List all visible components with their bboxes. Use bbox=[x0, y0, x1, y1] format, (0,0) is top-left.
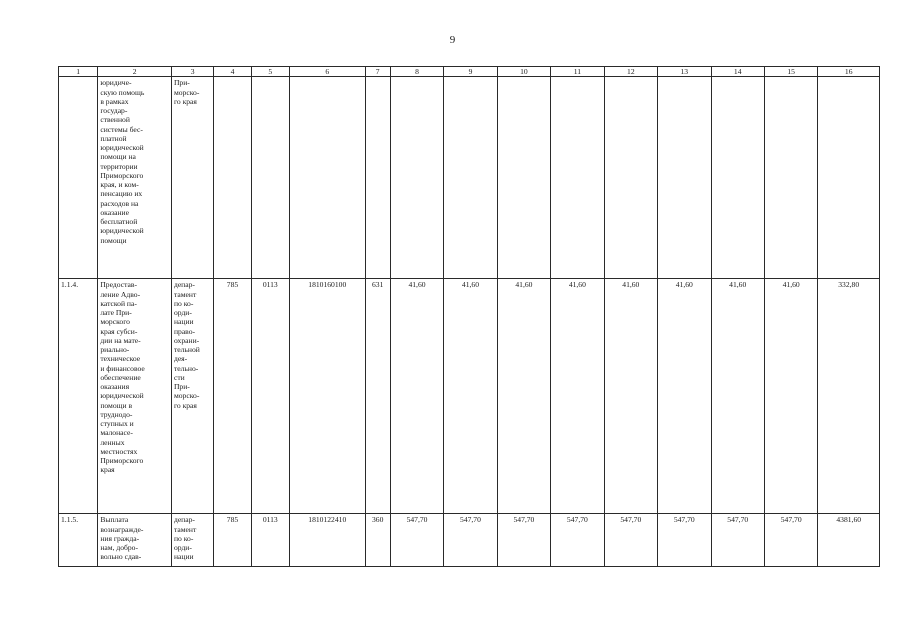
column-header: 6 bbox=[289, 67, 365, 77]
column-header: 13 bbox=[658, 67, 711, 77]
table-cell: 547,70 bbox=[497, 514, 550, 567]
table-cell: 41,60 bbox=[658, 279, 711, 514]
column-number-row bbox=[59, 67, 880, 77]
item-executor: При- морско- го края bbox=[171, 77, 213, 279]
table-cell bbox=[764, 77, 817, 279]
table-cell: 547,70 bbox=[444, 514, 497, 567]
table-cell: 785 bbox=[214, 514, 251, 567]
table-cell: 41,60 bbox=[764, 279, 817, 514]
table-row bbox=[59, 77, 880, 279]
item-executor: депар- тамент по ко- орди- нации право- охрани- тельной дея- тельно- сти При- морско- го края bbox=[171, 279, 213, 514]
column-header: 16 bbox=[818, 67, 880, 77]
item-name: юридиче- скую помощь в рамках государ- ственной системы бес- платной юридической помощи на территории Приморского края, и ком- пенсацию их расходов на оказание бесплатной юридической помощи bbox=[98, 77, 172, 279]
column-header: 11 bbox=[551, 67, 604, 77]
table-cell: 1810160100 bbox=[289, 279, 365, 514]
table-cell: 41,60 bbox=[604, 279, 657, 514]
page-number: 9 bbox=[449, 34, 456, 46]
table-cell bbox=[251, 77, 289, 279]
column-header: 15 bbox=[764, 67, 817, 77]
table-cell bbox=[818, 77, 880, 279]
item-code: 1.1.4. bbox=[59, 279, 98, 514]
table-cell bbox=[390, 77, 443, 279]
column-header: 7 bbox=[365, 67, 390, 77]
item-name: Предостав- ление Адво- катской па- лате При- морского края субси- дии на мате- риально- техническое и финансовое обеспечение оказания юридической помощи в труднодо- ступных и малонасе- ленных местностях Приморского края bbox=[98, 279, 172, 514]
table-cell bbox=[497, 77, 550, 279]
column-header: 9 bbox=[444, 67, 497, 77]
table-cell: 41,60 bbox=[444, 279, 497, 514]
table-cell: 360 bbox=[365, 514, 390, 567]
item-name: Выплата вознагражде- ния гражда- нам, добро- вольно сдав- bbox=[98, 514, 172, 567]
table-cell bbox=[551, 77, 604, 279]
column-header: 2 bbox=[98, 67, 172, 77]
column-header: 8 bbox=[390, 67, 443, 77]
table-cell: 547,70 bbox=[604, 514, 657, 567]
table-cell: 785 bbox=[214, 279, 251, 514]
table-cell: 547,70 bbox=[390, 514, 443, 567]
table-cell: 41,60 bbox=[711, 279, 764, 514]
table-cell: 547,70 bbox=[711, 514, 764, 567]
item-executor: депар- тамент по ко- орди- нации bbox=[171, 514, 213, 567]
table-cell bbox=[604, 77, 657, 279]
table-cell: 41,60 bbox=[551, 279, 604, 514]
column-header: 1 bbox=[59, 67, 98, 77]
table-cell bbox=[214, 77, 251, 279]
table-cell: 1810122410 bbox=[289, 514, 365, 567]
table-cell: 4381,60 bbox=[818, 514, 880, 567]
table-cell bbox=[444, 77, 497, 279]
column-header: 10 bbox=[497, 67, 550, 77]
table-cell: 547,70 bbox=[764, 514, 817, 567]
table-cell bbox=[289, 77, 365, 279]
budget-table bbox=[58, 66, 880, 567]
table-cell: 41,60 bbox=[497, 279, 550, 514]
table-cell bbox=[658, 77, 711, 279]
table-cell: 547,70 bbox=[658, 514, 711, 567]
column-header: 5 bbox=[251, 67, 289, 77]
column-header: 14 bbox=[711, 67, 764, 77]
table-cell: 0113 bbox=[251, 514, 289, 567]
column-header: 4 bbox=[214, 67, 251, 77]
table-cell bbox=[365, 77, 390, 279]
table-cell: 631 bbox=[365, 279, 390, 514]
table-cell: 547,70 bbox=[551, 514, 604, 567]
column-header: 3 bbox=[171, 67, 213, 77]
table-cell bbox=[711, 77, 764, 279]
item-code: 1.1.5. bbox=[59, 514, 98, 567]
column-header: 12 bbox=[604, 67, 657, 77]
table-row bbox=[59, 279, 880, 514]
table-cell: 332,80 bbox=[818, 279, 880, 514]
table-cell: 0113 bbox=[251, 279, 289, 514]
item-code bbox=[59, 77, 98, 279]
table-cell: 41,60 bbox=[390, 279, 443, 514]
table-row bbox=[59, 514, 880, 567]
